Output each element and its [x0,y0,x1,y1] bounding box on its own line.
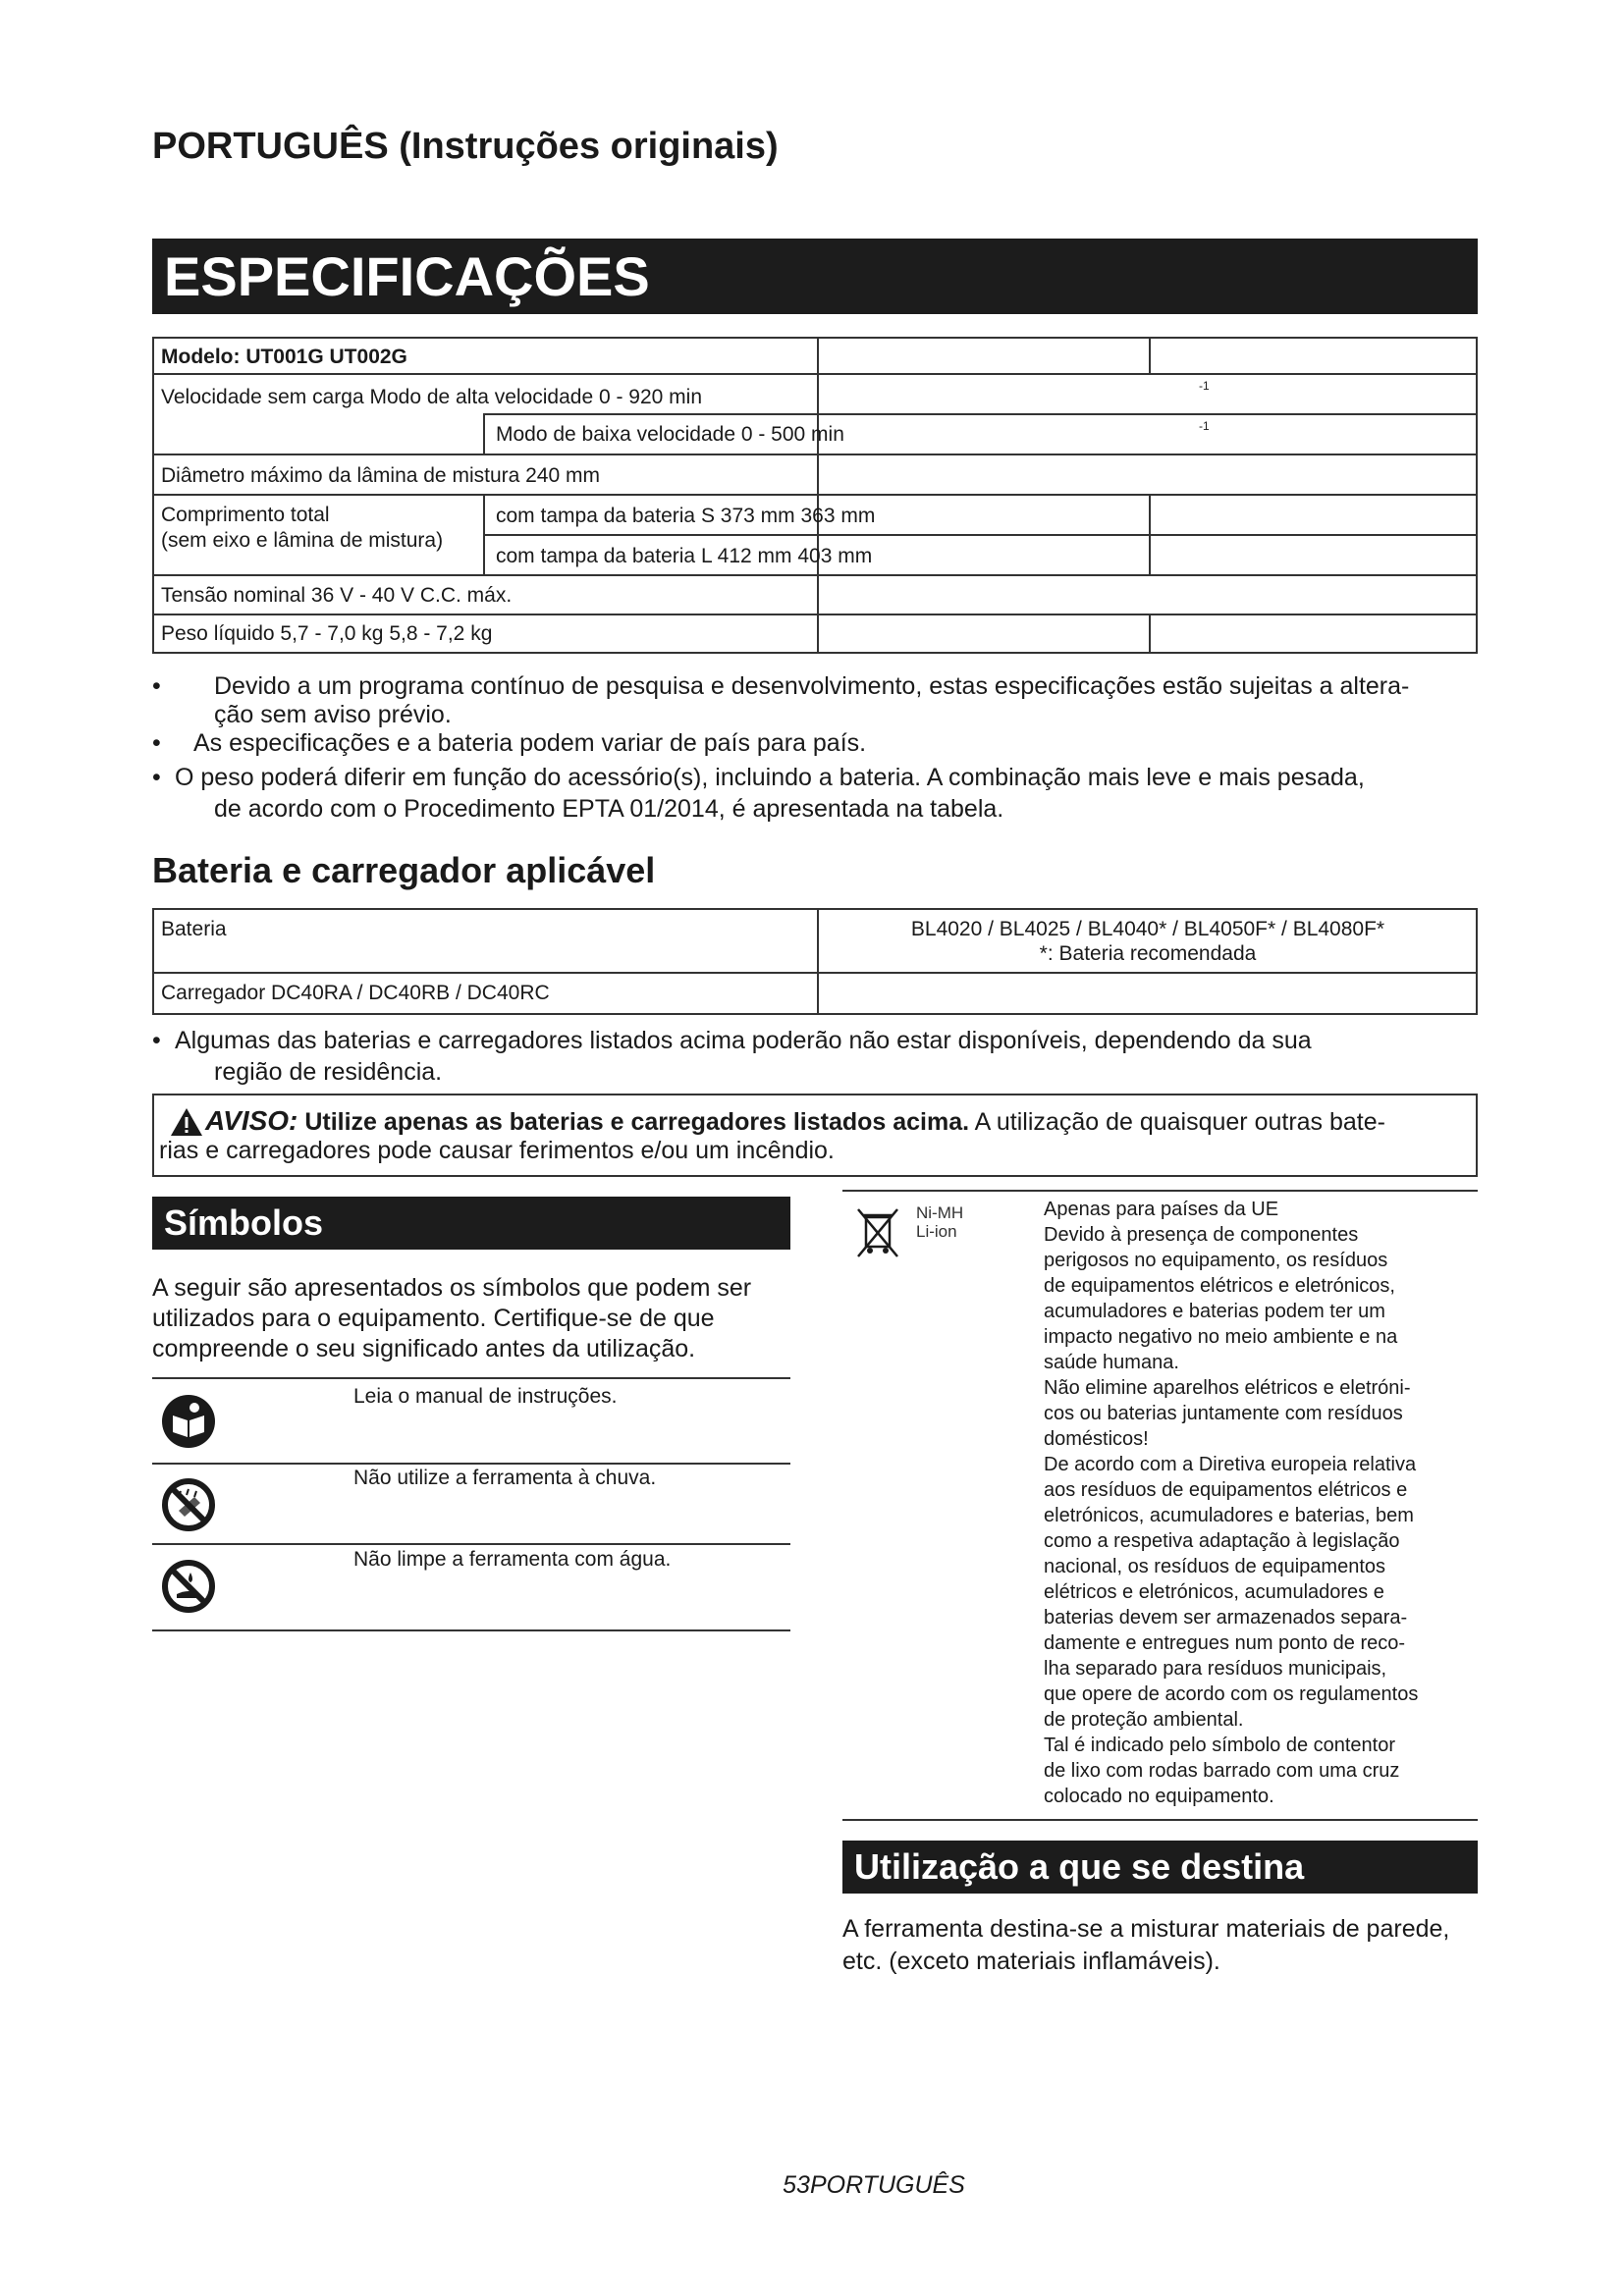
symbols-intro-3: compreende o seu significado antes da utilização. [152,1335,696,1362]
note-1: Devido a um programa contínuo de pesquisa e desenvolvimento, estas especificações estão sujeitas a altera- [214,672,1410,700]
eu-line: De acordo com a Diretiva europeia relativa [1044,1454,1417,1475]
symbols-intro-1: A seguir são apresentados os símbolos que podem ser [152,1274,752,1302]
bullet: • [152,1027,161,1054]
eu-line: damente e entregues num ponto de reco- [1044,1632,1406,1654]
eu-disposal-text [1044,1197,1418,1809]
battery-label: Bateria [161,918,227,940]
eu-line: colocado no equipamento. [1044,1786,1274,1807]
page-footer: 53PORTUGUÊS [783,2171,965,2199]
read-manual-icon [161,1394,216,1449]
note-3-cont: de acordo com o Procedimento EPTA 01/2014, é apresentada na tabela. [214,795,1004,823]
symbol-no-water: Não limpe a ferramenta com água. [353,1548,672,1571]
eu-line: baterias devem ser armazenados separa- [1044,1607,1408,1629]
eu-line: de proteção ambiental. [1044,1709,1244,1731]
eu-line: eletrónicos, acumuladores e baterias, bem [1044,1505,1414,1526]
eu-line: nacional, os resíduos de equipamentos [1044,1556,1386,1577]
crossed-out-wheelie-bin-icon [850,1203,905,1262]
eu-line: aos resíduos de equipamentos elétricos e [1044,1479,1408,1501]
battery-recommended-note: *: Bateria recomendada [1039,942,1257,965]
eu-line: como a respetiva adaptação à legislação [1044,1530,1400,1552]
note-2: As especificações e a bateria podem variar de país para país. [193,729,867,757]
availability-note: Algumas das baterias e carregadores listados acima poderão não estar disponíveis, dependendo da sua [175,1027,1312,1054]
warning-label: AVISO: [205,1105,298,1136]
availability-note-cont: região de residência. [214,1058,443,1086]
note-3: O peso poderá diferir em função do acessório(s), incluindo a bateria. A combinação mais leve e mais pesada, [175,764,1365,791]
eu-line: elétricos e eletrónicos, acumuladores e [1044,1581,1384,1603]
symbol-no-rain: Não utilize a ferramenta à chuva. [353,1467,657,1489]
bullet: • [152,729,161,757]
battery-heading: Bateria e carregador aplicável [152,850,656,890]
eu-line: Não elimine aparelhos elétricos e eletróni- [1044,1377,1411,1399]
note-1-cont: ção sem aviso prévio. [214,701,452,728]
eu-line: que opere de acordo com os regulamentos [1044,1683,1419,1705]
symbols-intro-2: utilizados para o equipamento. Certifique-se de que [152,1305,715,1332]
spec-length-s: com tampa da bateria S 373 mm 363 mm [496,505,876,527]
no-water-cleaning-icon [161,1559,216,1614]
charger-models: Carregador DC40RA / DC40RB / DC40RC [161,982,550,1004]
symbols-banner: Símbolos [152,1197,790,1250]
eu-line: acumuladores e baterias podem ter um [1044,1301,1385,1322]
eu-line: de equipamentos elétricos e eletrónicos, [1044,1275,1395,1297]
spec-voltage: Tensão nominal 36 V - 40 V C.C. máx. [161,584,513,607]
eu-line: impacto negativo no meio ambiente e na [1044,1326,1398,1348]
warning-bold-text: Utilize apenas as baterias e carregadores listados acima. [304,1108,970,1136]
spec-diameter: Diâmetro máximo da lâmina de mistura 240 mm [161,464,600,487]
intended-use-text-1: A ferramenta destina-se a misturar materiais de parede, [842,1915,1450,1943]
eu-line: domésticos! [1044,1428,1149,1450]
liion-label: Li-ion [916,1222,957,1241]
eu-line: Devido à presença de componentes [1044,1224,1359,1246]
battery-models: BL4020 / BL4025 / BL4040* / BL4050F* / BL4080F* [910,918,1385,940]
specifications-banner: ESPECIFICAÇÕES [152,239,1478,314]
symbol-read-manual: Leia o manual de instruções. [353,1385,618,1408]
spec-length-sublabel: (sem eixo e lâmina de mistura) [161,529,444,552]
spec-model: Modelo: UT001G UT002G [161,346,407,368]
spec-speed-low: Modo de baixa velocidade 0 - 500 min [496,423,844,446]
spec-length-l: com tampa da bateria L 412 mm 403 mm [496,545,873,567]
intended-use-banner: Utilização a que se destina [842,1841,1478,1894]
eu-line: perigosos no equipamento, os resíduos [1044,1250,1388,1271]
warning-box [152,1094,1478,1177]
warning-triangle-icon [170,1107,203,1137]
bullet: • [152,764,161,791]
intended-use-text-2: etc. (exceto materiais inflamáveis). [842,1948,1220,1975]
nimh-label: Ni-MH [916,1203,964,1222]
bullet: • [152,672,161,700]
page-language-title: PORTUGUÊS (Instruções originais) [152,126,779,167]
eu-line: Apenas para países da UE [1044,1199,1279,1220]
spec-speed-low-exponent: -1 [1199,419,1210,433]
eu-line: de lixo com rodas barrado com uma cruz [1044,1760,1400,1782]
spec-speed-high-exponent: -1 [1199,379,1210,393]
eu-line: lha separado para resíduos municipais, [1044,1658,1387,1680]
spec-weight: Peso líquido 5,7 - 7,0 kg 5,8 - 7,2 kg [161,622,493,645]
eu-line: saúde humana. [1044,1352,1179,1373]
warning-text-cont: rias e carregadores pode causar ferimentos e/ou um incêndio. [159,1137,835,1164]
warning-text: A utilização de quaisquer outras bate- [974,1108,1385,1136]
no-rain-icon [161,1477,216,1532]
spec-length-label: Comprimento total [161,504,330,526]
eu-line: Tal é indicado pelo símbolo de contentor [1044,1735,1396,1756]
spec-speed-high: Velocidade sem carga Modo de alta velocidade 0 - 920 min [161,386,703,408]
eu-line: cos ou baterias juntamente com resíduos [1044,1403,1403,1424]
